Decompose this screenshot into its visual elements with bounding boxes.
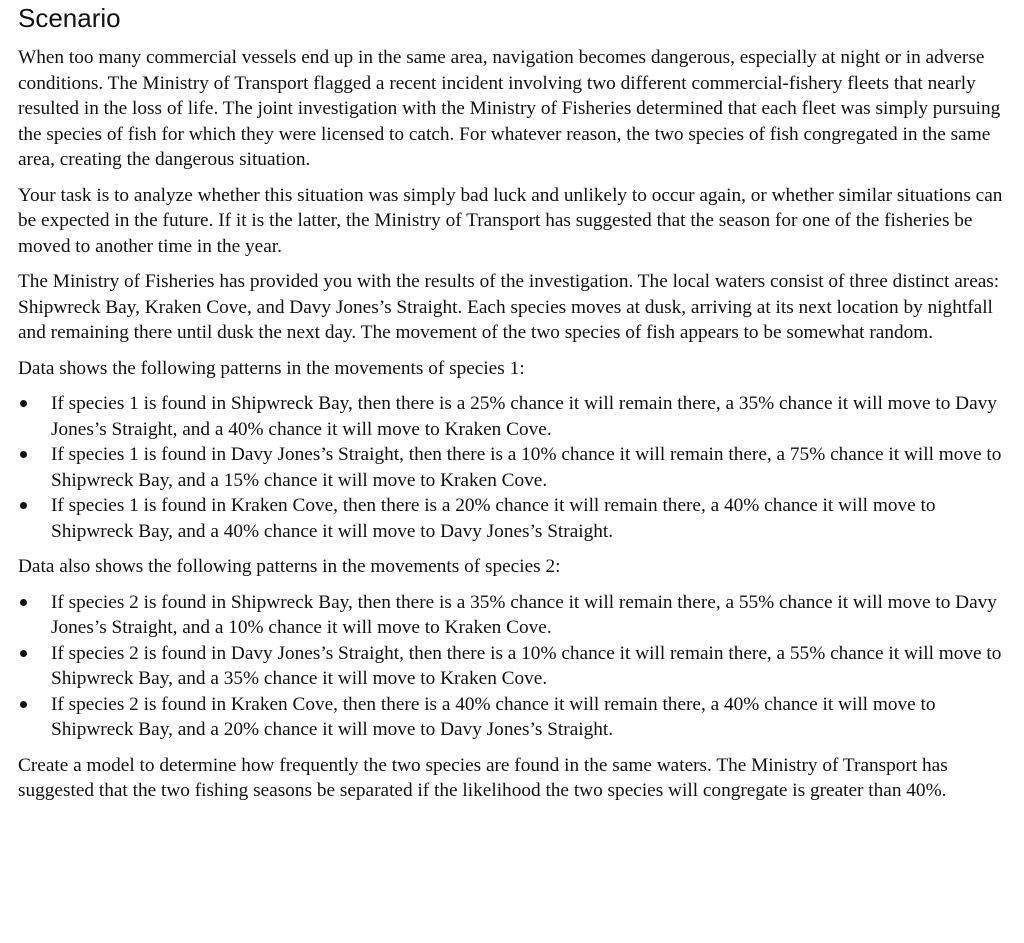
list-item [18, 692, 1008, 743]
list-item-text: If species 2 is found in Shipwreck Bay, then there is a 35% chance it will remain there, a 55% chance it will move to Davy Jones’s Straight, and a 10% chance it will move to Kraken Cove. [51, 591, 997, 638]
species2-list [18, 590, 1008, 743]
list-item [18, 590, 1008, 641]
list-item [18, 493, 1008, 544]
paragraph-task: Your task is to analyze whether this situation was simply bad luck and unlikely to occur again, or whether similar situations can be expected in the future. If it is the latter, the Ministry of Transport has suggested that the season for one of the fisheries be moved to another time in the year. [18, 184, 1003, 257]
species2-intro: Data also shows the following patterns in the movements of species 2: [18, 556, 561, 577]
list-item [18, 391, 1008, 442]
paragraph-incident: When too many commercial vessels end up in the same area, navigation becomes dangerous, especially at night or in adverse conditions. The Ministry of Transport flagged a recent incident involving two different commercial-fishery fleets that nearly resulted in the loss of life. The joint investigation with the Ministry of Fisheries determined that each fleet was simply pursuing the species of fish for which they were licensed to catch. For whatever reason, the two species of fish congregated in the same area, creating the dangerous situation. [18, 47, 1001, 170]
page-title: Scenario [18, 3, 121, 33]
document-page [18, 0, 1008, 814]
species1-intro: Data shows the following patterns in the movements of species 1: [18, 357, 525, 379]
species1-list [18, 391, 1008, 544]
list-item-text: If species 1 is found in Shipwreck Bay, then there is a 25% chance it will remain there, a 35% chance it will move to Davy Jones’s Straight, and a 40% chance it will move to Kraken Cove. [51, 393, 997, 440]
paragraph-investigation: The Ministry of Fisheries has provided you with the results of the investigation. The local waters consist of three distinct areas: Shipwreck Bay, Kraken Cove, and Davy Jones’s Straight. Each species moves at dusk, arriving at its next location by nightfall and remaining there until dusk the next day. The movement of the two species of fish appears to be somewhat random. [18, 271, 1000, 343]
list-item-text: If species 1 is found in Davy Jones’s Straight, then there is a 10% chance it will remain there, a 75% chance it will move to Shipwreck Bay, and a 15% chance it will move to Kraken Cove. [51, 444, 1002, 491]
list-item [18, 641, 1008, 692]
paragraph-conclusion: Create a model to determine how frequently the two species are found in the same waters. The Ministry of Transport has suggested that the two fishing seasons be separated if the likelihood the two species will congregate is greater than 40%. [18, 754, 948, 801]
list-item [18, 442, 1008, 493]
list-item-text: If species 2 is found in Kraken Cove, then there is a 40% chance it will remain there, a 40% chance it will move to Shipwreck Bay, and a 20% chance it will move to Davy Jones’s Straight. [51, 693, 936, 740]
list-item-text: If species 1 is found in Kraken Cove, then there is a 20% chance it will remain there, a 40% chance it will move to Shipwreck Bay, and a 40% chance it will move to Davy Jones’s Straight. [51, 495, 936, 542]
list-item-text: If species 2 is found in Davy Jones’s Straight, then there is a 10% chance it will remain there, a 55% chance it will move to Shipwreck Bay, and a 35% chance it will move to Kraken Cove. [51, 642, 1002, 689]
